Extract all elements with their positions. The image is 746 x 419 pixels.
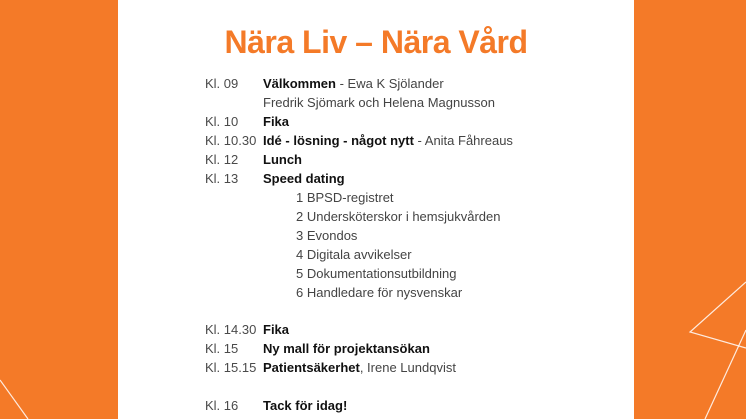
- agenda-item: Speed dating: [263, 171, 345, 186]
- agenda-speaker: - Ewa K Sjölander: [335, 76, 444, 91]
- agenda-time: Kl. 14.30: [205, 322, 257, 337]
- agenda-speaker: , Irene Lundqvist: [359, 360, 456, 375]
- agenda-time: Kl. 12: [205, 152, 239, 167]
- agenda-item: Idé - lösning - något nytt: [263, 133, 414, 148]
- agenda-time: Kl. 15.15: [205, 360, 257, 375]
- agenda-speaker: - Anita Fåhreaus: [413, 133, 513, 148]
- agenda-item: Tack för idag!: [263, 398, 348, 413]
- agenda-item: Fika: [263, 114, 290, 129]
- agenda-time: Kl. 13: [205, 171, 239, 186]
- agenda-time: Kl. 10: [205, 114, 239, 129]
- agenda-item: Patientsäkerhet: [263, 360, 360, 375]
- agenda-item: Lunch: [263, 152, 302, 167]
- agenda-item: Välkommen: [263, 76, 336, 91]
- agenda-time: Kl. 15: [205, 341, 239, 356]
- page-title: Nära Liv – Nära Vård: [224, 24, 528, 60]
- agenda-item: Ny mall för projektansökan: [263, 341, 430, 356]
- agenda-speaker: Fredrik Sjömark och Helena Magnusson: [263, 95, 495, 110]
- agenda-time: Kl. 16: [205, 398, 239, 413]
- agenda-item: Fika: [263, 322, 290, 337]
- agenda-time: Kl. 10.30: [205, 133, 257, 148]
- slide-page: Nära Liv – Nära Vård Kl. 09 Välkommen - Ewa K Sjölander Fredrik Sjömark och Helena Magnusson Kl. 10 Fika Kl. 10.30 Idé - lösning - något nytt - Anita Fåhreaus Kl. 12 Lunch Kl. 13 Speed dating 1 BPSD-registret 2 Undersköterskor i hemsjukvården 3 Evondos 4 Digitala avvikelser 5 Dokumentationsutbildning 6 Handledare för nysvenskar Kl. 14.30 Fika Kl. 15 Ny mall för projektansökan Kl. 15.15 Patientsäkerhet, Irene Lundqvist Kl. 16 Tack för idag!: [118, 0, 634, 419]
- agenda-time: Kl. 09: [205, 76, 239, 91]
